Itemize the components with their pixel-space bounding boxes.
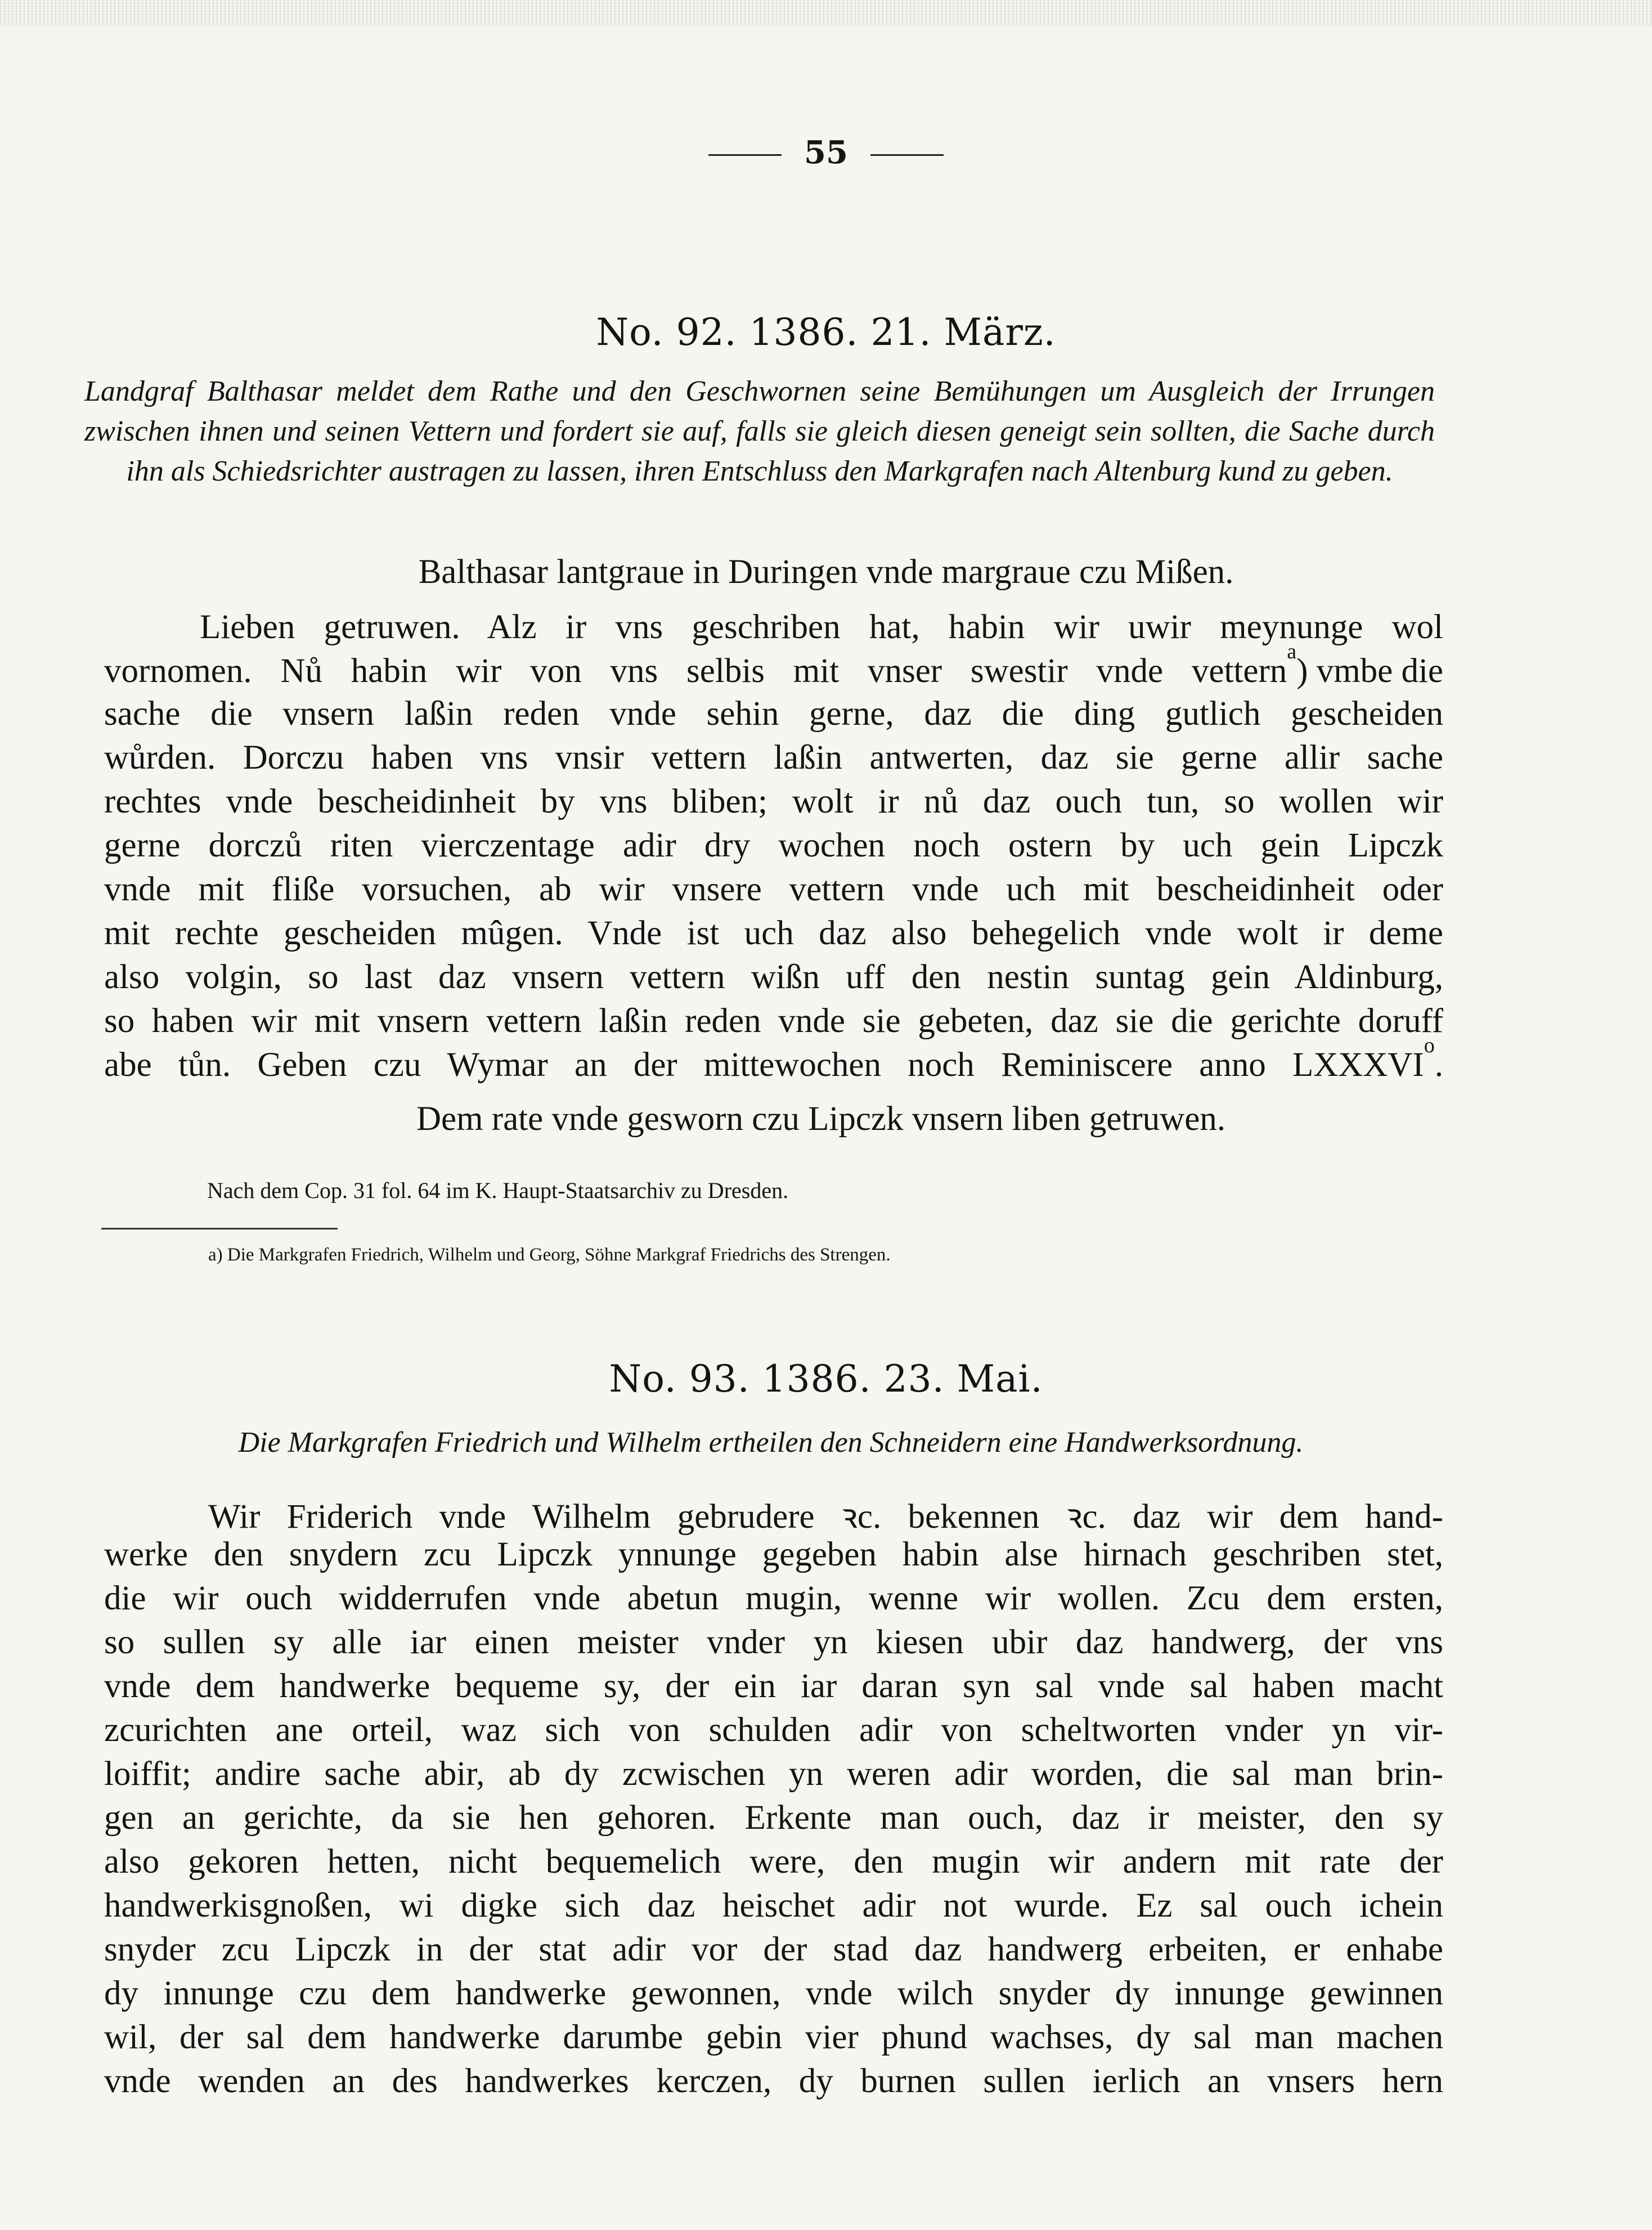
doc-92-line-11 bbox=[104, 1034, 1443, 1085]
doc-93-line-5: vnde dem handwerke bequeme sy, der ein iar daran syn sal vnde sal haben macht bbox=[104, 1667, 1443, 1705]
doc-92-source: Nach dem Cop. 31 fol. 64 im K. Haupt-Staatsarchiv zu Dresden. bbox=[207, 1178, 789, 1203]
doc-92-line-11-text: abe tůn. Geben czu Wymar an der mittewochen noch Reminiscere anno LXXXVI bbox=[104, 1046, 1424, 1084]
doc-92-line-10: so haben wir mit vnsern vettern laßin reden vnde sie gebeten, daz sie die gerichte doruff bbox=[104, 1002, 1443, 1040]
doc-93-line-2: werke den snydern zcu Lipczk ynnunge gegeben habin alse hirnach geschriben stet, bbox=[104, 1536, 1443, 1573]
doc-93-line-9: also gekoren hetten, nicht bequemelich were, den mugin wir andern mit rate der bbox=[104, 1843, 1443, 1881]
doc-92-address: Dem rate vnde gesworn czu Lipczk vnsern liben getruwen. bbox=[416, 1100, 1226, 1138]
doc-92-line-2-tail: ) vmbe die bbox=[1296, 652, 1443, 690]
doc-93-line-7: loiffit; andire sache abir, ab dy zcwischen yn weren adir worden, die sal man brin- bbox=[104, 1755, 1443, 1793]
doc-93-line-1: Wir Friderich vnde Wilhelm gebrudere ꝛc. bekennen ꝛc. daz wir dem hand- bbox=[208, 1498, 1443, 1536]
doc-92-line-4: wůrden. Dorczu haben vns vnsir vettern laßin antwerten, daz sie gerne allir sache bbox=[104, 739, 1443, 777]
doc-92-line-8: mit rechte gescheiden mûgen. Vnde ist uch daz also behegelich vnde wolt ir deme bbox=[104, 914, 1443, 952]
doc-92-line-2-text: vornomen. Nů habin wir von vns selbis mit vnser swestir vnde vettern bbox=[104, 652, 1287, 690]
doc-93-line-14: vnde wenden an des handwerkes kerczen, dy burnen sullen ierlich an vnsers hern bbox=[104, 2062, 1443, 2100]
doc-92-line-3: sache die vnsern laßin reden vnde sehin gerne, daz die ding gutlich gescheiden bbox=[104, 695, 1443, 733]
doc-93-line-11: snyder zcu Lipczk in der stat adir vor der stad daz handwerg erbeiten, er enhabe bbox=[104, 1931, 1443, 1968]
doc-93-title: No. 93. 1386. 23. Mai. bbox=[609, 1357, 1043, 1401]
page-number-right-dash bbox=[870, 154, 944, 156]
doc-93-line-6: zcurichten ane orteil, waz sich von schulden adir von scheltworten vnder yn vir- bbox=[104, 1711, 1443, 1749]
doc-93-line-13: wil, der sal dem handwerke darumbe gebin vier phund wachses, dy sal man machen bbox=[104, 2018, 1443, 2056]
doc-92-summary: Landgraf Balthasar meldet dem Rathe und den Geschwornen seine Bemühungen um Ausgleich der Irrungen zwischen ihnen und seinen Vettern und fordert sie auf, falls sie gleich diesen geneigt sein sollten, die Sache durch ihn als Schiedsrichter austragen zu lassen, ihren Entschluss den Markgrafen nach Altenburg kund zu geben. bbox=[84, 375, 1435, 487]
scan-noise-band bbox=[0, 0, 1652, 26]
doc-92-footnote: a) Die Markgrafen Friedrich, Wilhelm und Georg, Söhne Markgraf Friedrichs des Strengen. bbox=[208, 1245, 891, 1265]
doc-92-title: No. 92. 1386. 21. März. bbox=[596, 311, 1056, 354]
doc-92-line-9: also volgin, so last daz vnsern vettern wißn uff den nestin suntag gein Aldinburg, bbox=[104, 958, 1443, 996]
doc-93-summary: Die Markgrafen Friedrich und Wilhelm ertheilen den Schneidern eine Handwerksordnung. bbox=[238, 1426, 1304, 1459]
footnote-marker-a: a bbox=[1287, 640, 1297, 663]
doc-92-line-5: rechtes vnde bescheidinheit by vns bliben; wolt ir nů daz ouch tun, so wollen wir bbox=[104, 783, 1443, 820]
superscript-o: o bbox=[1424, 1034, 1435, 1057]
doc-92-salutation: Balthasar lantgraue in Duringen vnde margraue czu Mißen. bbox=[418, 553, 1234, 591]
doc-93-line-10: handwerkisgnoßen, wi digke sich daz heischet adir not wurde. Ez sal ouch ichein bbox=[104, 1887, 1443, 1924]
doc-92-line-7: vnde mit fliße vorsuchen, ab wir vnsere vettern vnde uch mit bescheidinheit oder bbox=[104, 871, 1443, 908]
doc-92-line-2 bbox=[104, 640, 1443, 691]
doc-92-line-6: gerne dorczů riten vierczentage adir dry wochen noch ostern by uch gein Lipczk bbox=[104, 827, 1443, 864]
doc-93-line-12: dy innunge czu dem handwerke gewonnen, vnde wilch snyder dy innunge gewinnen bbox=[104, 1975, 1443, 2012]
page-number-left-dash bbox=[708, 154, 782, 156]
footnote-rule bbox=[101, 1228, 338, 1230]
doc-93-line-4: so sullen sy alle iar einen meister vnder yn kiesen ubir daz handwerg, der vns bbox=[104, 1623, 1443, 1661]
doc-93-line-3: die wir ouch widderrufen vnde abetun mugin, wenne wir wollen. Zcu dem ersten, bbox=[104, 1580, 1443, 1617]
doc-93-line-8: gen an gerichte, da sie hen gehoren. Erkente man ouch, daz ir meister, den sy bbox=[104, 1799, 1443, 1837]
page-number bbox=[0, 134, 1652, 171]
page-number-value: 55 bbox=[804, 134, 848, 171]
doc-92-line-11-tail: . bbox=[1434, 1046, 1443, 1084]
doc-92-line-1: Lieben getruwen. Alz ir vns geschriben hat, habin wir uwir meynunge wol bbox=[200, 608, 1443, 646]
